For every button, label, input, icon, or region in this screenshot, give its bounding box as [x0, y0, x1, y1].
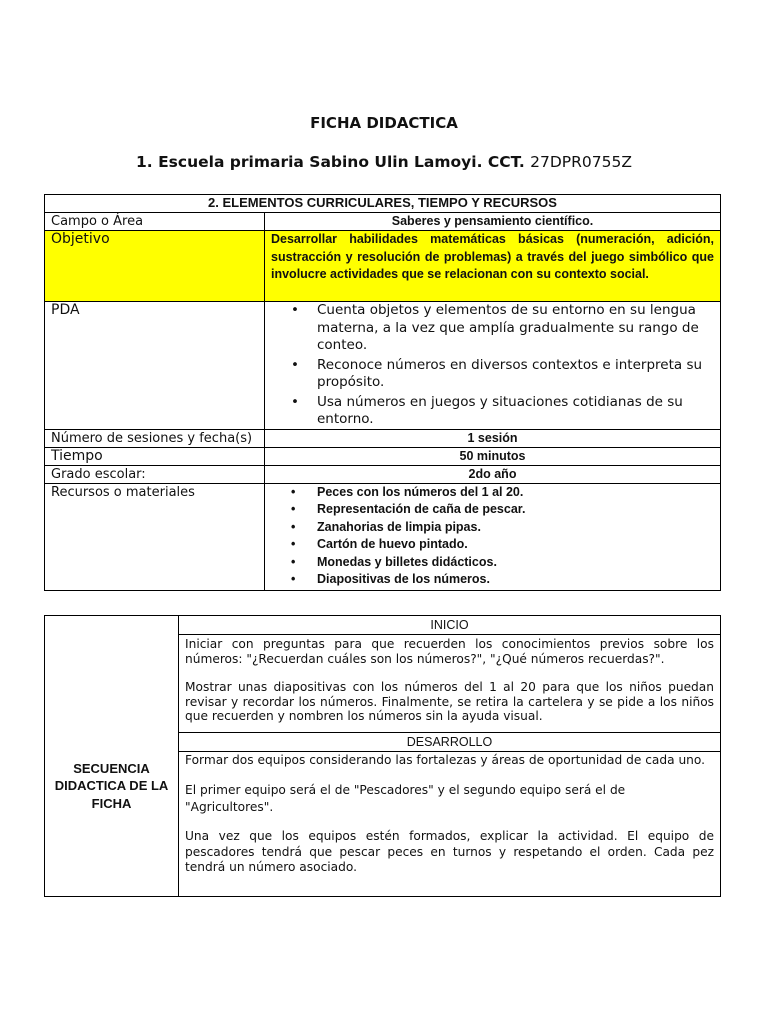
curricular-heading: 2. ELEMENTOS CURRICULARES, TIEMPO Y RECURSOS — [45, 195, 721, 213]
tiempo-label: Tiempo — [45, 447, 265, 465]
grado-value: 2do año — [265, 465, 721, 483]
pda-cell — [265, 302, 721, 430]
list-item: • Cartón de huevo pintado. — [317, 536, 714, 554]
objetivo-label: Objetivo — [45, 231, 265, 302]
inicio-paragraph: Iniciar con preguntas para que recuerden los conocimientos previos sobre los números: "¿Recuerdan cuáles son los números?", "¿Qué números recuerdas?". — [185, 637, 714, 666]
list-item: • Diapositivas de los números. — [317, 571, 714, 589]
table-row — [45, 616, 721, 635]
list-item: • Zanahorias de limpia pipas. — [317, 519, 714, 537]
table-heading-row — [45, 195, 721, 213]
objetivo-value: Desarrollar habilidades matemáticas básicas (numeración, adición, sustracción y resolución de problemas) a través del juego simbólico que involucre actividades que se relacionan con su contexto social. — [265, 231, 721, 302]
page-title: FICHA DIDACTICA — [310, 114, 458, 132]
school-line — [0, 153, 768, 171]
table-row — [45, 429, 721, 447]
tiempo-value: 50 minutos — [265, 447, 721, 465]
desarrollo-paragraph: Una vez que los equipos estén formados, explicar la actividad. El equipo de pescadores tendrá que pescar peces en turnos y respetando el orden. Cada pez tendrá un número asociado. — [185, 829, 714, 874]
grado-label: Grado escolar: — [45, 465, 265, 483]
recursos-list — [265, 484, 714, 590]
inicio-paragraph: Mostrar unas diapositivas con los números del 1 al 20 para que los niños puedan revisar y recordar los números. Finalmente, se retira la cartelera y se pide a los niños que recuerden y nombren los números sin la ayuda visual. — [185, 680, 714, 723]
table-row — [45, 302, 721, 430]
inicio-heading: INICIO — [179, 616, 721, 635]
desarrollo-heading: DESARROLLO — [179, 732, 721, 751]
pda-label: PDA — [45, 302, 265, 430]
pda-list — [265, 302, 714, 429]
list-item: • Cuenta objetos y elementos de su entorno en su lengua materna, a la vez que amplía gradualmente su rango de conteo. — [317, 302, 714, 355]
recursos-label: Recursos o materiales — [45, 483, 265, 591]
list-item: • Representación de caña de pescar. — [317, 501, 714, 519]
table-row — [45, 213, 721, 231]
cct-code: 27DPR0755Z — [530, 153, 632, 171]
sesiones-value: 1 sesión — [265, 429, 721, 447]
table-row — [45, 465, 721, 483]
list-item: • Reconoce números en diversos contextos e interpreta su propósito. — [317, 357, 714, 392]
list-item: • Usa números en juegos y situaciones cotidianas de su entorno. — [317, 394, 714, 429]
table-row — [45, 231, 721, 302]
curricular-elements-table — [44, 194, 721, 591]
didactic-sequence-table — [44, 615, 721, 897]
recursos-cell — [265, 483, 721, 591]
table-row — [45, 483, 721, 591]
table-row — [45, 447, 721, 465]
sesiones-label: Número de sesiones y fecha(s) — [45, 429, 265, 447]
desarrollo-paragraph: El primer equipo será el de "Pescadores" y el segundo equipo será el de "Agricultores". — [185, 783, 626, 814]
sequence-side-label: SECUENCIA DIDACTICA DE LA FICHA — [45, 616, 179, 897]
school-name: 1. Escuela primaria Sabino Ulin Lamoyi. CCT. — [136, 153, 525, 171]
list-item: • Peces con los números del 1 al 20. — [317, 484, 714, 502]
campo-label: Campo o Área — [45, 213, 265, 231]
inicio-content — [179, 635, 721, 733]
desarrollo-paragraph: Formar dos equipos considerando las fortalezas y áreas de oportunidad de cada uno. — [185, 752, 706, 767]
desarrollo-content — [179, 751, 721, 896]
list-item: • Monedas y billetes didácticos. — [317, 554, 714, 572]
campo-value: Saberes y pensamiento científico. — [265, 213, 721, 231]
